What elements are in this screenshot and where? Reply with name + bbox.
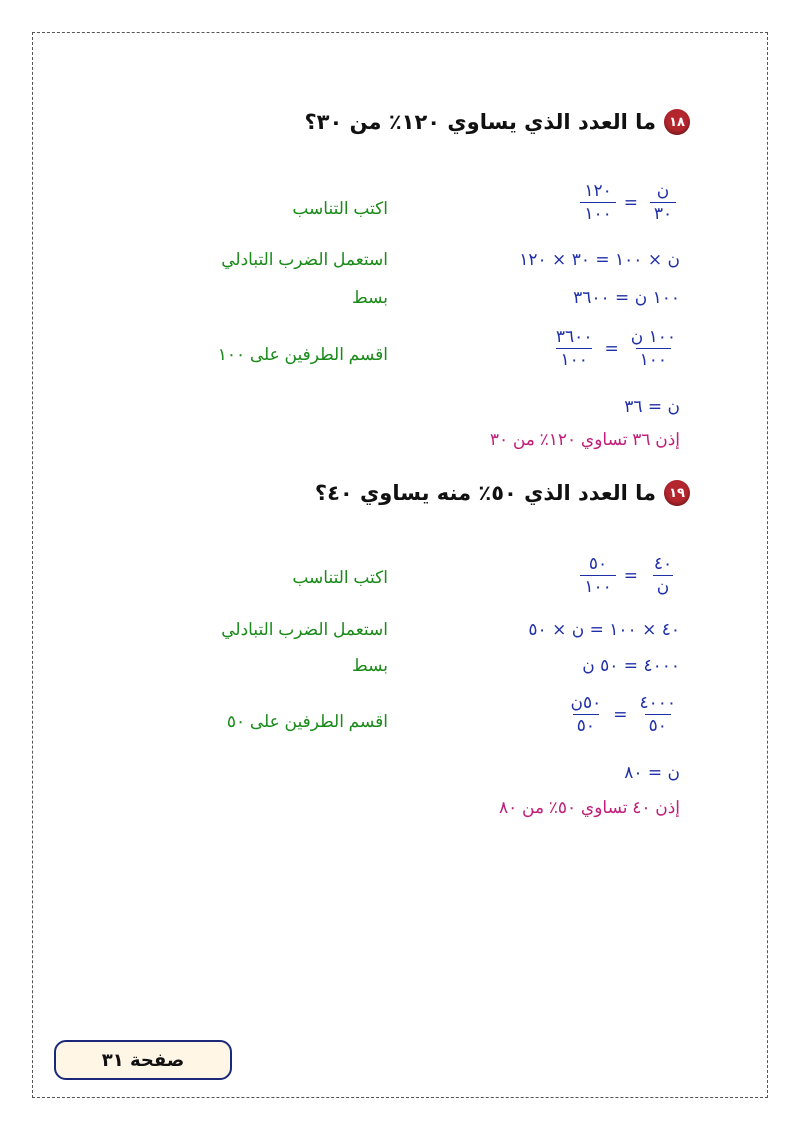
question-18 [304, 109, 690, 135]
conclusion-text: إذن ٣٦ تساوي ١٢٠٪ من ٣٠ [489, 430, 680, 449]
fraction-lhs: $\frac{\text{ن}}{٣٠}$ [646, 180, 680, 225]
proportion-equation: $\frac{\text{ن}}{٣٠}$ = $\frac{١٢٠}{١٠٠}$ [580, 180, 680, 225]
step-label: بسط [351, 656, 388, 675]
step-label: اكتب التناسب [292, 199, 388, 218]
question-text: ما العدد الذي يساوي ١٢٠٪ من ٣٠؟ [304, 110, 656, 134]
cross-multiply-expression: ٤٠ × ١٠٠ = ن × ٥٠ [528, 620, 680, 640]
divide-equation: $\frac{٤٠٠٠}{٥٠}$ = $\frac{\text{٥٠ن}}{٥٠}$ [566, 692, 680, 737]
step-label: اقسم الطرفين على ١٠٠ [217, 345, 388, 364]
question-19 [315, 480, 690, 506]
question-number-badge: ١٨ [664, 109, 690, 135]
step-label: بسط [351, 288, 388, 307]
simplify-expression: ٤٠٠٠ = ٥٠ ن [582, 656, 680, 676]
page-number-label: صفحة ٣١ [101, 1049, 185, 1071]
conclusion-text: إذن ٤٠ تساوي ٥٠٪ من ٨٠ [499, 798, 680, 817]
step-label: اكتب التناسب [292, 568, 388, 587]
fraction-lhs: $\frac{٤٠٠٠}{٥٠}$ [639, 693, 676, 736]
page-number-tab [54, 1040, 232, 1080]
question-number-badge: ١٩ [664, 480, 690, 506]
result-expression: ن = ٣٦ [624, 397, 680, 417]
step-label: استعمل الضرب التبادلي [221, 250, 388, 269]
fraction-lhs: $\frac{٤٠}{\text{ن}}$ [653, 554, 673, 597]
simplify-expression: ١٠٠ ن = ٣٦٠٠ [573, 288, 680, 308]
fraction-rhs: $\frac{١٢٠}{١٠٠}$ [580, 180, 615, 225]
proportion-equation: $\frac{٤٠}{\text{ن}}$ = $\frac{٥٠}{١٠٠}$ [580, 553, 680, 598]
divide-equation: $\frac{\text{١٠٠ ن}}{١٠٠}$ = $\frac{٣٦٠٠}{١٠٠}$ [552, 326, 680, 371]
step-label: اقسم الطرفين على ٥٠ [226, 712, 388, 731]
fraction-rhs: $\frac{٥٠}{١٠٠}$ [580, 553, 615, 598]
cross-multiply-expression: ن × ١٠٠ = ٣٠ × ١٢٠ [519, 250, 680, 270]
result-expression: ن = ٨٠ [624, 763, 680, 783]
question-text: ما العدد الذي ٥٠٪ منه يساوي ٤٠؟ [314, 481, 656, 505]
step-label: استعمل الضرب التبادلي [221, 620, 388, 639]
fraction-rhs: $\frac{٣٦٠٠}{١٠٠}$ [555, 327, 593, 370]
fraction-lhs: $\frac{\text{١٠٠ ن}}{١٠٠}$ [630, 327, 676, 370]
fraction-rhs: $\frac{\text{٥٠ن}}{٥٠}$ [570, 693, 602, 736]
